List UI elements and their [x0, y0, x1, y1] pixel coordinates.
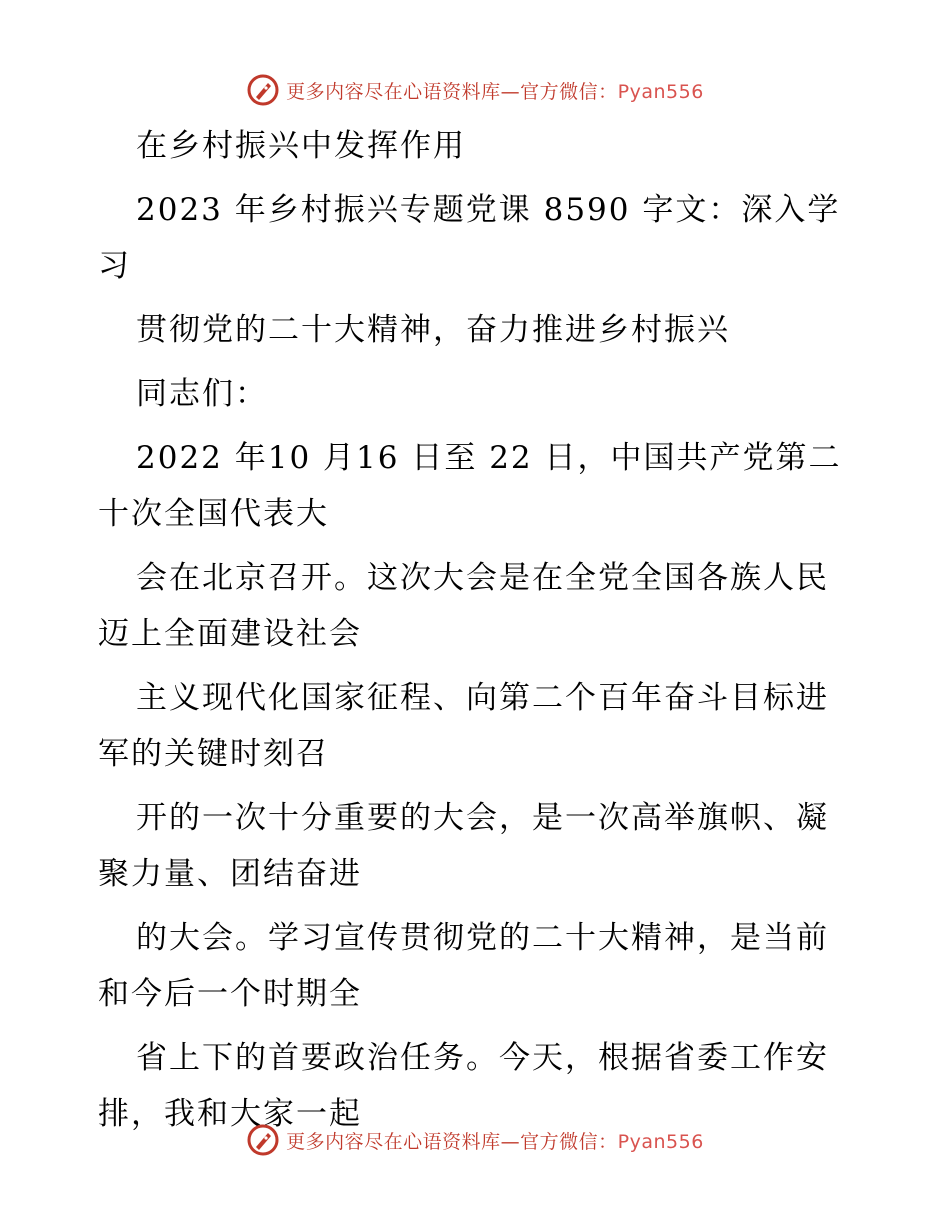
document-body: [98, 118, 858, 1142]
text-line: 省上下的首要政治任务。今天，根据省委工作安: [136, 1040, 829, 1076]
text-line: 的大会。学习宣传贯彻党的二十大精神，是当前: [136, 920, 829, 956]
text-line: 排，我和大家一起: [98, 1096, 362, 1132]
text-line: 在乡村振兴中发挥作用: [136, 128, 466, 164]
text-line: 和今后一个时期全: [98, 976, 362, 1012]
text-line: 贯彻党的二十大精神，奋力推进乡村振兴: [136, 312, 730, 348]
header-watermark: [0, 70, 950, 110]
text-line: 十次全国代表大: [98, 496, 329, 532]
text-line: 迈上全面建设社会: [98, 616, 362, 652]
text-line: 2023 年乡村振兴专题党课 8590 字文：深入学: [136, 192, 841, 228]
watermark-text: 更多内容尽在心语资料库—官方微信：Pyan556: [286, 1130, 704, 1153]
pen-nib-logo-icon: [246, 1123, 280, 1157]
footer-watermark: [0, 1120, 950, 1160]
text-line: 会在北京召开。这次大会是在全党全国各族人民: [136, 560, 829, 596]
text-line: 开的一次十分重要的大会，是一次高举旗帜、凝: [136, 800, 829, 836]
text-line: 2022 年10 月16 日至 22 日，中国共产党第二: [136, 440, 842, 476]
text-line: 军的关键时刻召: [98, 736, 329, 772]
pen-nib-logo-icon: [246, 73, 280, 107]
text-line: 同志们：: [136, 376, 268, 412]
watermark-text: 更多内容尽在心语资料库—官方微信：Pyan556: [286, 80, 704, 103]
text-line: 聚力量、团结奋进: [98, 856, 362, 892]
text-line: 主义现代化国家征程、向第二个百年奋斗目标进: [136, 680, 829, 716]
text-line: 习: [98, 248, 131, 284]
